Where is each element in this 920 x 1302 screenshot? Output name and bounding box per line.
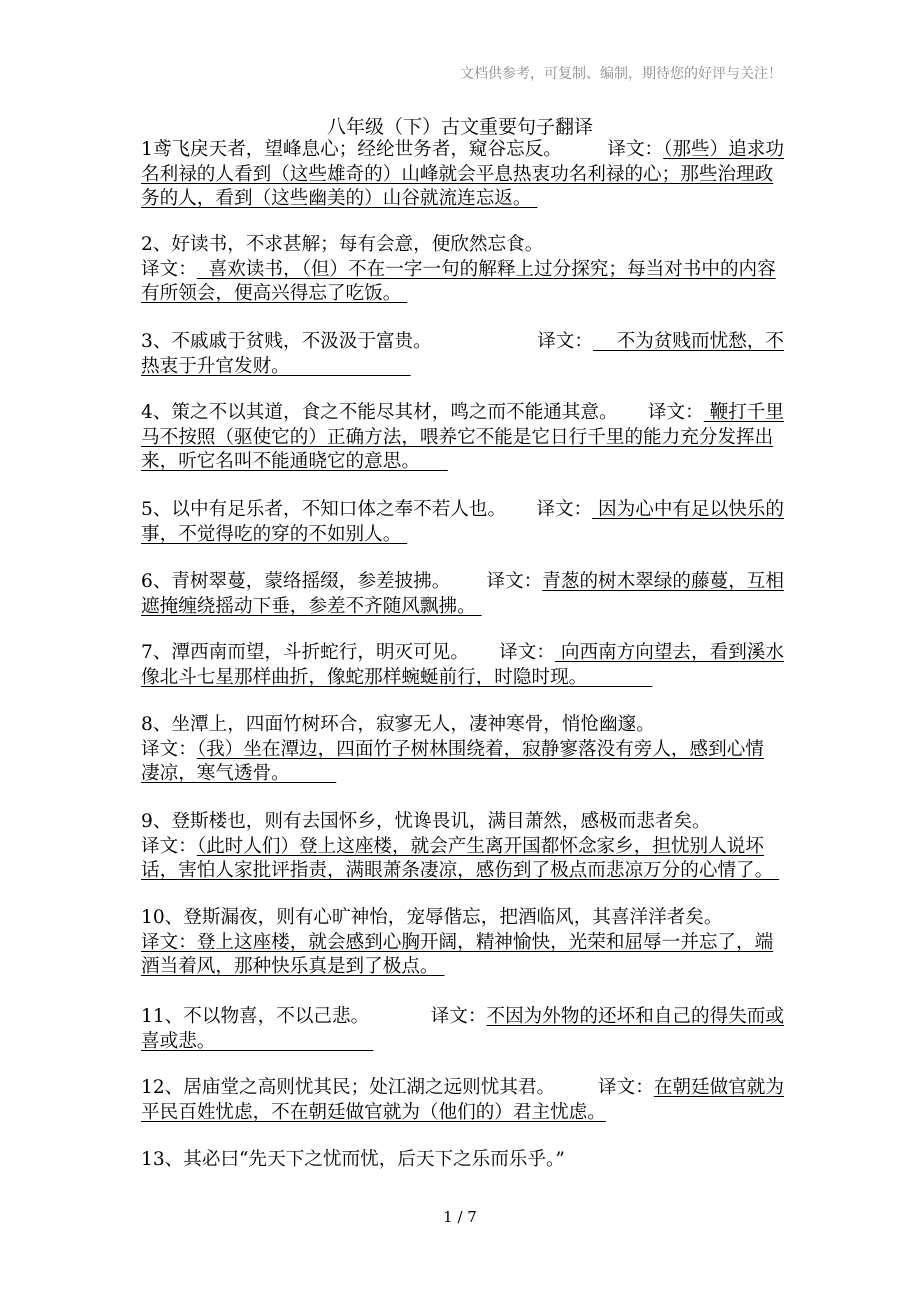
line-content xyxy=(141,859,779,884)
line-content xyxy=(141,713,655,738)
text-line xyxy=(141,401,784,426)
translation-label: 译文： xyxy=(141,738,197,760)
translation-text: （我）坐在潭边，四面竹子树林围绕着，寂静寥落没有旁人，感到心情 xyxy=(196,738,764,760)
text-line xyxy=(141,498,784,523)
text-line xyxy=(141,282,784,307)
source-text: 10、登斯漏夜，则有心旷神怡，宠辱偕忘，把酒临风，其喜洋洋者矣。 xyxy=(141,907,723,928)
line-content xyxy=(141,810,711,835)
document-title: 八年级（下）古文重要句子翻译 xyxy=(326,116,593,138)
source-text: 8、坐潭上，四面竹树环合，寂寥无人，凄神寒骨，悄怆幽邃。 xyxy=(141,714,655,735)
sentence-item-3 xyxy=(141,330,784,379)
line-content xyxy=(141,955,444,980)
sentence-item-9 xyxy=(141,810,784,884)
text-line xyxy=(141,570,784,595)
source-text: 4、策之不以其道，食之不能尽其材，鸣之而不能通其意。 xyxy=(141,402,618,423)
line-content xyxy=(141,258,776,283)
source-text: 12、居庙堂之高则忧其民；处江湖之远则忧其君。 xyxy=(141,1077,556,1098)
sentence-item-12 xyxy=(141,1076,784,1125)
text-line xyxy=(141,450,784,475)
translation-text: 遮掩缠绕摇动下垂，参差不齐随风飘拂。 xyxy=(141,595,482,617)
translation-text: 话，害怕人家批评指责，满眼萧条凄凉，感伤到了极点而悲凉万分的心情了。 xyxy=(141,860,780,881)
line-content xyxy=(499,641,784,666)
translation-text: 在朝廷做官就为 xyxy=(653,1077,784,1098)
source-text: 13、其必曰“先天下之忧而忧，后天下之乐而乐乎。” xyxy=(141,1149,565,1170)
text-line xyxy=(141,859,784,884)
text-line xyxy=(141,931,784,956)
sentence-item-10 xyxy=(141,906,784,980)
translation-text: 喜欢读书，（但）不在一字一句的解释上过分探究；每当对书中的内容 xyxy=(196,258,776,280)
line-content xyxy=(141,233,543,258)
text-line xyxy=(141,138,784,163)
text-line xyxy=(141,523,784,548)
line-content xyxy=(141,163,773,188)
translation-text: 平民百姓忧虑，不在朝廷做官就为（他们的）君主忧虑。 xyxy=(141,1101,606,1123)
translation-text: 像北斗七星那样曲折，像蛇那样蜿蜒前行，时隐时现。 xyxy=(141,666,653,688)
line-content xyxy=(648,401,784,426)
source-text: 2、好读书，不求甚解；每有会意，便欣然忘食。 xyxy=(141,234,544,255)
translation-label: 译文： xyxy=(536,499,593,520)
translation-label: 译文： xyxy=(141,835,197,857)
line-content xyxy=(141,187,537,212)
translation-text: 凄凉，寒气透骨。 xyxy=(141,763,337,784)
text-line xyxy=(141,1076,784,1101)
line-content xyxy=(141,450,448,475)
text-line xyxy=(141,810,784,835)
text-line xyxy=(141,713,784,738)
translation-text: （那些）追求功 xyxy=(663,139,784,160)
line-content xyxy=(141,835,764,860)
line-content xyxy=(486,570,784,595)
translation-text: （此时人们）登上这座楼，就会产生离开国都怀念家乡，担忧别人说坏 xyxy=(196,835,764,857)
translation-text: 名利禄的人看到（这些雄奇的）山峰就会平息热衷功名利禄的心；那些治理政 xyxy=(141,163,774,185)
translation-text: 事，不觉得吃的穿的不如别人。 xyxy=(141,523,408,545)
text-line xyxy=(141,762,784,787)
sentence-item-6 xyxy=(141,570,784,619)
translation-label: 译文： xyxy=(607,139,664,160)
translation-text: 向西南方向望去，看到溪水 xyxy=(554,642,784,663)
text-line xyxy=(141,1030,784,1055)
text-line xyxy=(141,641,784,666)
translation-text: 不因为外物的还坏和自己的得失而或 xyxy=(486,1006,784,1027)
text-line xyxy=(141,330,784,355)
line-content xyxy=(141,1101,606,1126)
translation-text: 热衷于升官发财。 xyxy=(141,355,411,377)
translation-text: 鞭打千里 xyxy=(703,402,784,423)
text-line xyxy=(141,666,784,691)
line-content xyxy=(536,498,784,523)
translation-label: 译文： xyxy=(486,571,543,592)
line-content xyxy=(141,738,764,763)
line-content xyxy=(598,1076,784,1101)
translation-text: 因为心中有足以快乐的 xyxy=(592,499,784,520)
line-content xyxy=(141,1030,373,1055)
text-line xyxy=(141,187,784,212)
line-content xyxy=(141,355,411,380)
source-text: 5、以中有足乐者，不知口体之奉不若人也。 xyxy=(141,499,507,520)
line-content xyxy=(141,1148,565,1173)
header-note: 文档供参考，可复制、编制，期待您的好评与关注！ xyxy=(460,66,782,82)
sentence-item-5 xyxy=(141,498,784,547)
text-line xyxy=(141,426,784,451)
text-line xyxy=(141,738,784,763)
translation-label: 译文： xyxy=(647,402,704,423)
text-line xyxy=(141,955,784,980)
source-text: 3、不戚戚于贫贱，不汲汲于富贵。 xyxy=(141,331,432,352)
line-content xyxy=(537,330,784,355)
sentence-item-2 xyxy=(141,233,784,307)
sentence-item-4 xyxy=(141,401,784,475)
sentence-item-11 xyxy=(141,1005,784,1054)
line-content xyxy=(141,523,407,548)
text-line xyxy=(141,1148,784,1173)
translation-text: 青葱的树木翠绿的藤蔓，互相 xyxy=(542,571,784,592)
text-line xyxy=(141,1101,784,1126)
translation-text: 酒当着风，那种快乐真是到了极点。 xyxy=(141,956,445,977)
source-text: 6、青树翠蔓，蒙络摇缀，参差披拂。 xyxy=(141,571,451,592)
page-number: 1 / 7 xyxy=(443,1208,477,1226)
translation-text: 译文：登上这座楼，就会感到心胸开阔，精神愉快，光荣和屈辱一并忘了，端 xyxy=(141,931,774,953)
line-content xyxy=(141,282,407,307)
translation-text: 务的人，看到（这些幽美的）山谷就流连忘返。 xyxy=(141,188,538,209)
source-text: 7、潭西南而望，斗折蛇行，明灭可见。 xyxy=(141,642,469,663)
text-line xyxy=(141,1005,784,1030)
line-content xyxy=(607,138,784,163)
source-text: 11、不以物喜，不以己悲。 xyxy=(141,1006,370,1027)
sentence-item-1 xyxy=(141,138,784,212)
text-line xyxy=(141,258,784,283)
sentence-item-13 xyxy=(141,1148,784,1173)
translation-label: 译文： xyxy=(499,642,555,663)
text-line xyxy=(141,163,784,188)
translation-label: 译文： xyxy=(430,1006,487,1027)
source-text: 9、登斯楼也，则有去国怀乡，忧谗畏讥，满目萧然，感极而悲者矣。 xyxy=(141,811,711,832)
translation-text: 喜或悲。 xyxy=(141,1030,374,1052)
translation-text: 来，听它名叫不能通晓它的意思。 xyxy=(141,451,448,472)
text-line xyxy=(141,355,784,380)
line-content xyxy=(141,762,336,787)
translation-text: 不为贫贱而忧愁，不 xyxy=(593,331,784,352)
translation-label: 译文： xyxy=(537,331,593,352)
source-text: 1鸢飞戾天者，望峰息心；经纶世务者，窥谷忘反。 xyxy=(141,139,562,160)
line-content xyxy=(141,906,722,931)
line-content xyxy=(431,1005,784,1030)
text-line xyxy=(141,835,784,860)
translation-text: 马不按照（驱使它的）正确方法，喂养它不能是它日行千里的能力充分发挥出 xyxy=(141,426,774,448)
line-content xyxy=(141,426,773,451)
sentence-item-8 xyxy=(141,713,784,787)
translation-label: 译文： xyxy=(141,258,197,280)
line-content xyxy=(141,666,652,691)
text-line xyxy=(141,233,784,258)
translation-label: 译文： xyxy=(598,1077,654,1098)
text-line xyxy=(141,595,784,620)
translation-text: 有所领会，便高兴得忘了吃饭。 xyxy=(141,283,408,304)
line-content xyxy=(141,595,482,620)
line-content xyxy=(141,931,773,956)
sentence-item-7 xyxy=(141,641,784,690)
text-line xyxy=(141,906,784,931)
